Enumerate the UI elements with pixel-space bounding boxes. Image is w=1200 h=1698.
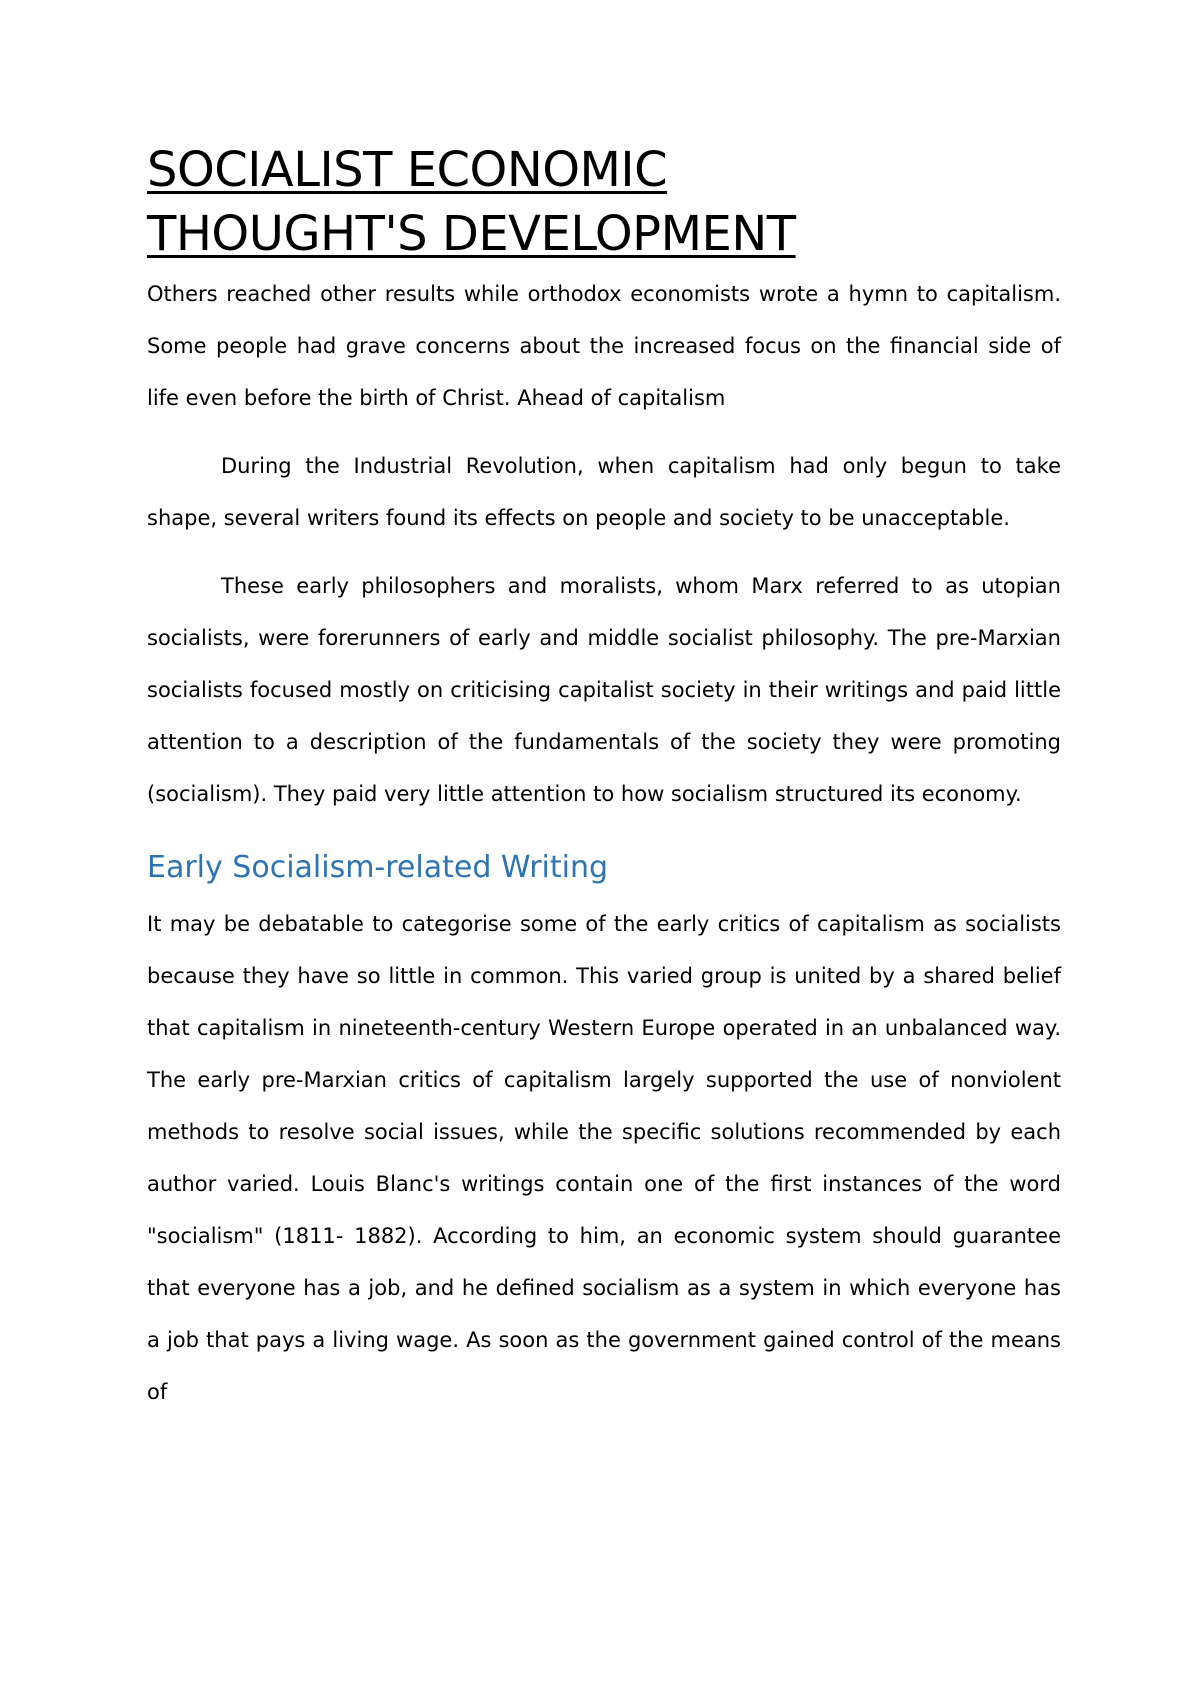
title-line-1: SOCIALIST ECONOMIC <box>147 142 668 198</box>
title-line-2: THOUGHT'S DEVELOPMENT <box>147 206 796 262</box>
paragraph-intro: Others reached other results while orthodox economists wrote a hymn to capitalism. Some people had grave concerns about the increased focus on the financial side of life even before the birth of Christ. Ahead of capitalism <box>147 282 1061 410</box>
paragraph-utopian-socialists: These early philosophers and moralists, whom Marx referred to as utopian socialists, were forerunners of early and middle socialist philosophy. The pre-Marxian socialists focused mostly on criticising capitalist society in their writings and paid little attention to a description of the fundamentals of the society they were promoting (socialism). They paid very little attention to how socialism structured its economy. <box>147 574 1061 806</box>
document-title <box>147 138 1061 266</box>
paragraph-industrial-revolution: During the Industrial Revolution, when capitalism had only begun to take shape, several writers found its effects on people and society to be unacceptable. <box>147 454 1061 530</box>
paragraph-early-socialism: It may be debatable to categorise some of the early critics of capitalism as socialists because they have so little in common. This varied group is united by a shared belief that capitalism in nineteenth-century Western Europe operated in an unbalanced way. The early pre-Marxian critics of capitalism largely supported the use of nonviolent methods to resolve social issues, while the specific solutions recommended by each author varied. Louis Blanc's writings contain one of the first instances of the word "socialism" (1811- 1882). According to him, an economic system should guarantee that everyone has a job, and he defined socialism as a system in which everyone has a job that pays a living wage. As soon as the government gained control of the means of <box>147 912 1061 1404</box>
section-heading: Early Socialism-related Writing <box>147 850 609 885</box>
document-page <box>147 138 1061 1418</box>
